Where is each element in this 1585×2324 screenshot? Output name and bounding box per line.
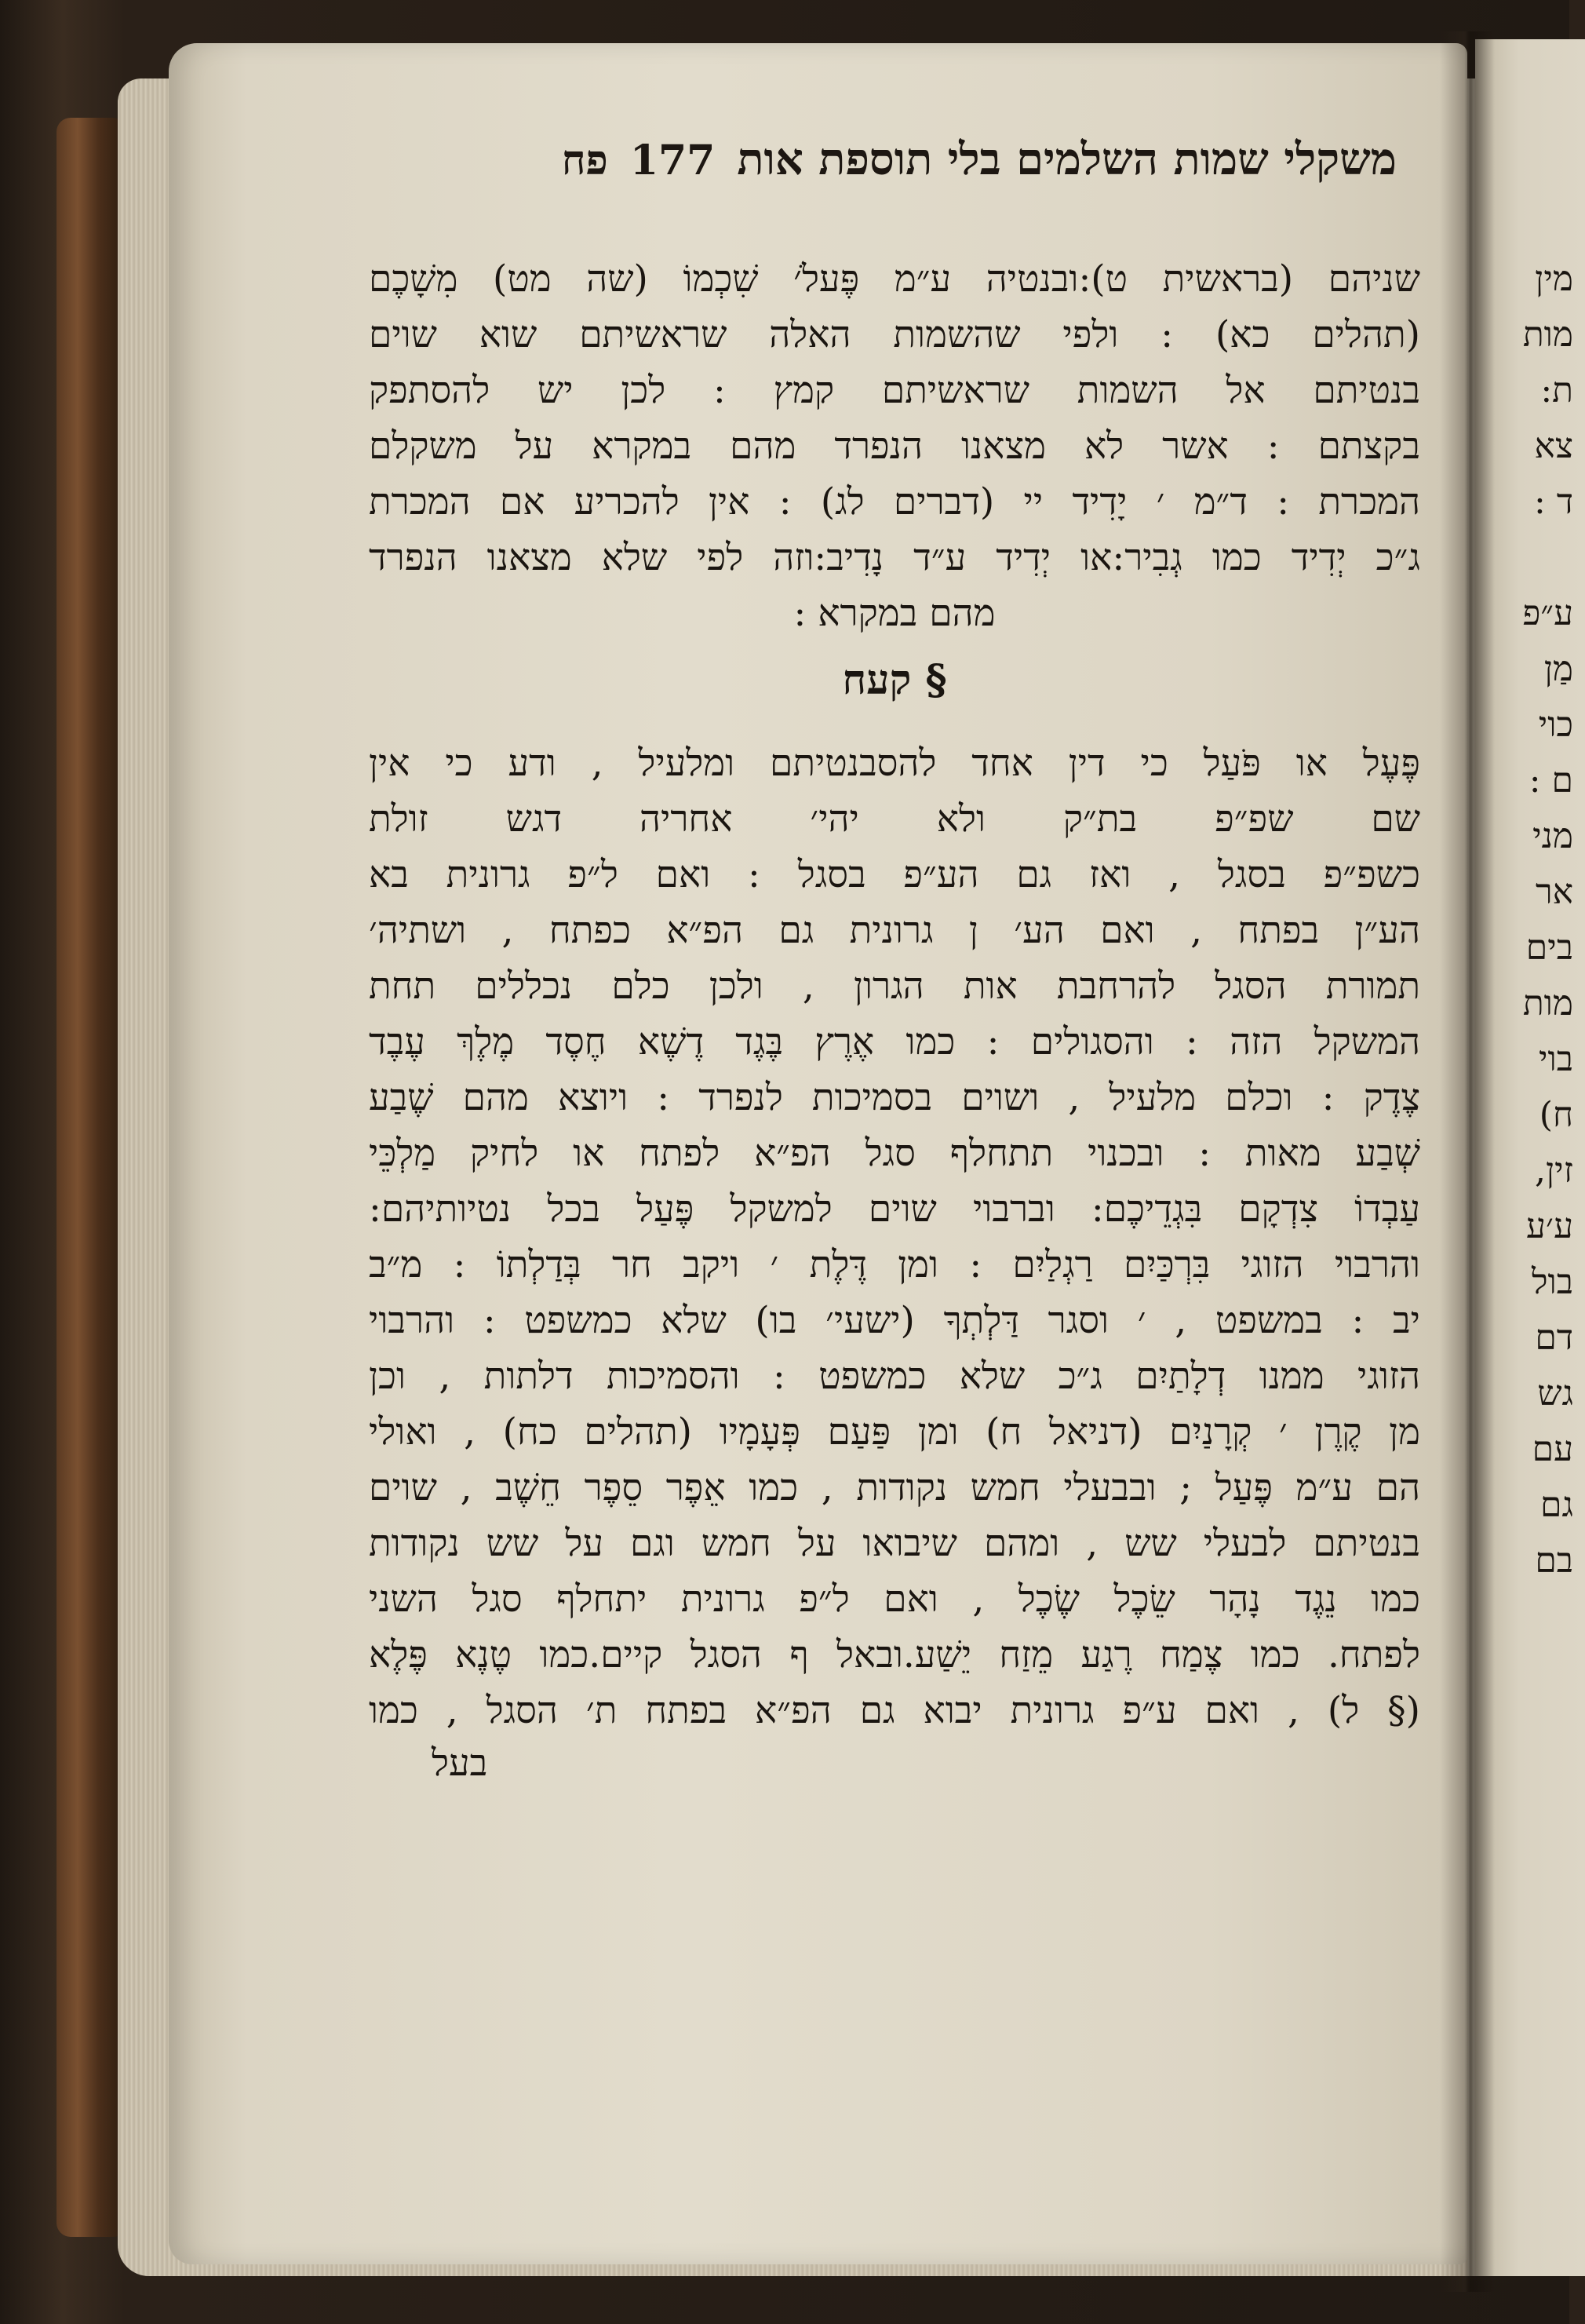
text-line: כמו נֵגֶד נָהָר שֵׂכֶל שֶׂכֶל , ואם ל״פ גרונית יתחלף סגל השני xyxy=(369,1578,1420,1621)
text-line: בנטיתם אל השמות שראשיתם קמץ : לכן יש להסתפק xyxy=(369,369,1420,412)
book-spine xyxy=(56,118,127,2237)
running-head xyxy=(392,133,1397,185)
text-line: יב : במשפט , ׳ וסגר דַּלְתְךָ (ישעי׳ בו) שלא כמשפט : והרבוי xyxy=(369,1299,1420,1342)
text-line: מן קֶרֶן ׳ קְרָנַיִם (דניאל ח) ומן פַּעַם פְּעָמָיו (תהלים כח) , ואולי xyxy=(369,1410,1420,1454)
text-line: שניהם (בראשית ט):ובנטיה ע״מ פֶּעלֹ׳ שִׁכְמוֹ (שה מט) מִשָׁכֶם xyxy=(369,257,1420,301)
facing-line: מני xyxy=(1532,816,1573,856)
facing-line: דם xyxy=(1535,1318,1573,1358)
page-number: 177 xyxy=(629,137,716,184)
text-line: לפתח. כמו צֶמַח רֶגַע מֵזַח יֵשַׁע.ובאל ף הסגל קיים.כמו טֶנֶא פֶּלֶא xyxy=(369,1633,1420,1676)
text-line: (תהלים כא) : ולפי שהשמות האלה שראשיתם שוא שוים xyxy=(369,313,1420,356)
text-line: המכרת : ד״מ ׳ יָדִיד יי (דברים לג) : אין להכריע אם המכרת xyxy=(369,480,1420,524)
facing-line: כוי xyxy=(1538,705,1573,745)
text-line: תמורת הסגל להרחבת אות הגרון , ולכן כלם נכללים תחת xyxy=(369,965,1420,1008)
facing-line: גם xyxy=(1540,1485,1573,1525)
running-head-title: משקלי שמות השלמים בלי תוספת אות xyxy=(737,133,1397,185)
facing-line: ם : xyxy=(1529,761,1573,801)
facing-line: אר xyxy=(1535,872,1573,912)
text-line: מהם במקרא : xyxy=(793,592,996,635)
book-gutter xyxy=(1440,31,1495,2292)
text-line: הזוגי ממנו דְלָתַיִם ג״כ שלא כמשפט : והסמיכות דלתות , וכן xyxy=(369,1355,1420,1398)
facing-line: בוי xyxy=(1539,1039,1573,1079)
text-line: הע״ן בפתח , ואם הע׳ ן גרונית גם הפ״א כפתח , ושתיה׳ xyxy=(369,909,1420,952)
text-line: בקצתם : אשר לא מצאנו הנפרד מהם במקרא על משקלם xyxy=(369,425,1420,468)
catchword: בעל xyxy=(432,1742,488,1785)
text-line: ג״כ יְדִיד כמו גְבִיר:או יְדִיד ע״ד נָדִיב:וזה לפי שלא מצאנו הנפרד xyxy=(369,536,1420,579)
text-line: צֶדֶק : וכלם מלעיל , ושוים בסמיכות לנפרד : ויוצא מהם שֶׁבַע xyxy=(369,1076,1420,1119)
facing-line: ע״פ xyxy=(1522,593,1573,633)
facing-line: בים xyxy=(1525,928,1573,968)
page-text xyxy=(369,251,1420,1789)
text-line: פֶּעֶל או פֹּעַל כי דין אחד להסבנטיתם ומלעיל , ודע כי אין xyxy=(369,742,1420,785)
facing-line: מות xyxy=(1522,983,1573,1023)
text-line: שְׁבַע מאות : ובכנוי תתחלף סגל הפ״א לפתח או לחיק מַלְכֵּי xyxy=(369,1132,1420,1175)
text-line: שם שפ״פ בת״ק ולא יהי׳ אחריה דגש זולת xyxy=(369,797,1420,841)
facing-line: ת: xyxy=(1540,370,1573,410)
facing-line: זין, xyxy=(1534,1151,1573,1191)
facing-line: ח) xyxy=(1539,1095,1573,1135)
text-line: המשקל הזה : והסגולים : כמו אֶרֶץ בֶּגֶד דֶשֶׁא חֶסֶד מֶלֶךְ עֶבֶד xyxy=(369,1020,1420,1063)
facing-line: ע׳ע xyxy=(1526,1206,1573,1246)
section-heading: § קעח xyxy=(842,656,947,704)
text-line: הם ע״מ פֶּעַל ; ובבעלי חמש נקודות , כמו אֵפֶר סֵפֶר חֵשֶׁב , שוים xyxy=(369,1466,1420,1509)
facing-line xyxy=(1518,530,1573,586)
facing-line: ד : xyxy=(1534,482,1573,522)
facing-line: בול xyxy=(1531,1262,1573,1302)
facing-line: מַן xyxy=(1543,649,1573,689)
text-line: בנטיתם לבעלי שש , ומהם שיבואו על חמש וגם על שש נקודות xyxy=(369,1522,1420,1565)
facing-line: בם xyxy=(1535,1541,1573,1581)
facing-page-text xyxy=(1518,251,1573,1589)
text-line: עַבְדוֹ צִדְקָם בִּגְדֵיכֶם: וברבוי שוים למשקל פֶּעַל בכל נטיותיהם: xyxy=(369,1188,1420,1231)
text-line: והרבוי הזוגי בִּרְכַּיִם רַגְלַיִם : ומן דֶּלֶת ׳ ויקב חר בְּדַלְתוֹ : מ״ב xyxy=(369,1243,1420,1286)
facing-line: צא xyxy=(1534,426,1573,466)
top-paragraph xyxy=(369,251,1420,641)
hebrew-page-number: פח xyxy=(561,137,608,184)
main-paragraph xyxy=(369,735,1420,1738)
facing-line: עם xyxy=(1532,1429,1573,1469)
facing-line: גש xyxy=(1537,1374,1573,1414)
text-line: (§ ל) , ואם ע״פ גרונית יבוא גם הפ״א בפתח ת׳ הסגל , כמו xyxy=(369,1689,1420,1732)
facing-line: מין xyxy=(1535,259,1573,299)
facing-line: מות xyxy=(1522,315,1573,355)
text-line: כשפ״פ בסגל , ואז גם הע״פ בסגל : ואם ל״פ גרונית בא xyxy=(369,853,1420,896)
